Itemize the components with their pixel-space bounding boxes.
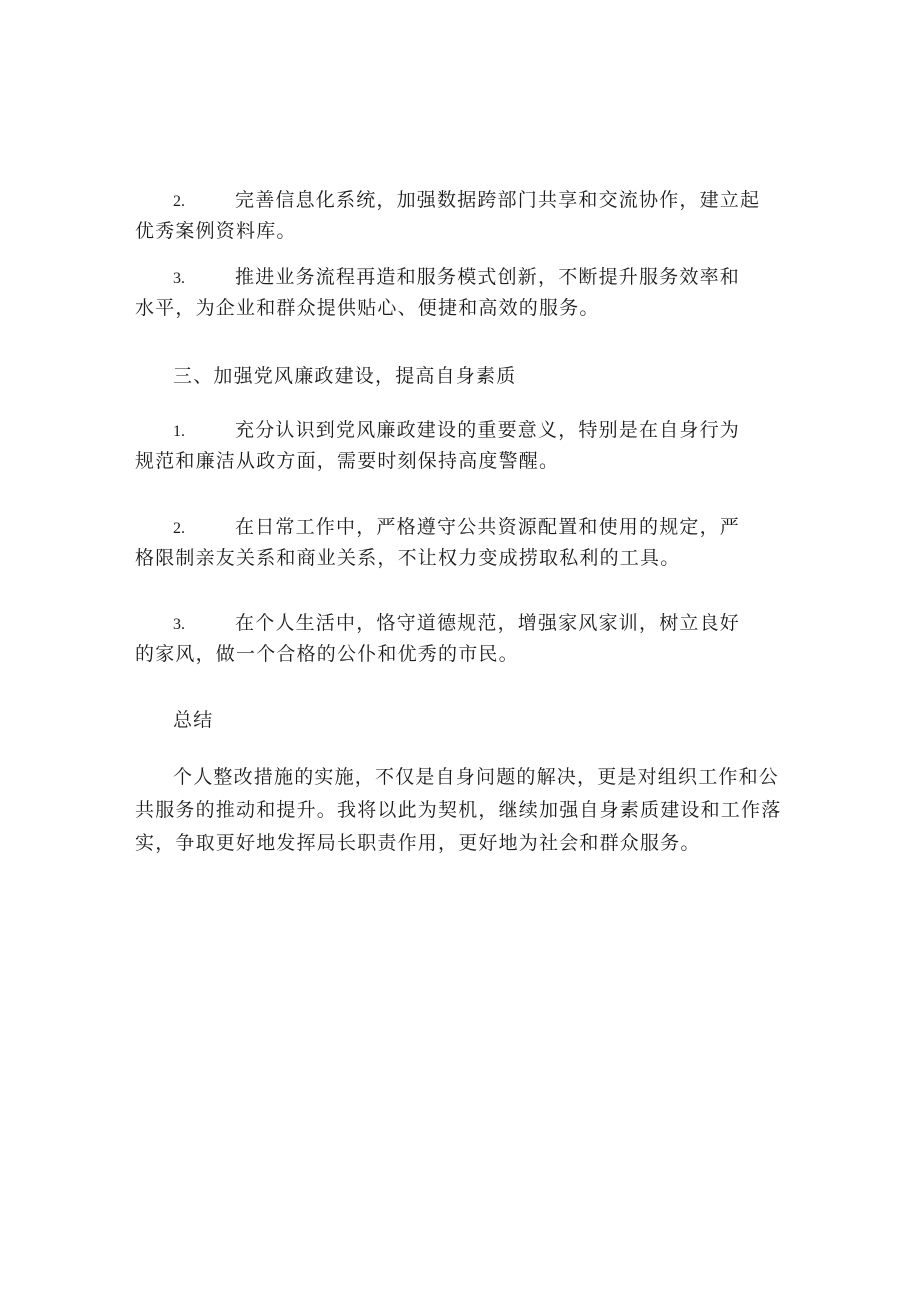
list-item bbox=[135, 415, 775, 477]
list-item bbox=[135, 185, 775, 247]
summary-text-line: 实，争取更好地发挥局长职责作用，更好地为社会和群众服务。 bbox=[135, 832, 701, 854]
item-text-line: 推进业务流程再造和服务模式创新，不断提升服务效率和 bbox=[235, 266, 741, 288]
list-item bbox=[135, 608, 775, 670]
summary-heading-text: 总结 bbox=[173, 709, 214, 731]
list-item bbox=[135, 262, 775, 324]
summary-body bbox=[135, 762, 782, 859]
item-text-line: 格限制亲友关系和商业关系，不让权力变成捞取私利的工具。 bbox=[135, 547, 681, 569]
item-number: 3. bbox=[173, 270, 185, 287]
item-number: 2. bbox=[173, 193, 185, 210]
section-heading bbox=[135, 361, 775, 392]
item-text-line: 优秀案例资料库。 bbox=[135, 220, 297, 242]
item-text-line: 的家风，做一个合格的公仆和优秀的市民。 bbox=[135, 643, 519, 665]
item-number: 3. bbox=[173, 616, 185, 633]
item-text-line: 完善信息化系统，加强数据跨部门共享和交流协作，建立起 bbox=[235, 189, 761, 211]
section-heading-text: 三、加强党风廉政建设，提高自身素质 bbox=[173, 365, 517, 387]
item-text-line: 在日常工作中，严格遵守公共资源配置和使用的规定，严 bbox=[235, 516, 741, 538]
item-text-line: 在个人生活中，恪守道德规范，增强家风家训，树立良好 bbox=[235, 612, 741, 634]
item-number: 1. bbox=[173, 423, 185, 440]
list-item bbox=[135, 512, 775, 574]
item-number: 2. bbox=[173, 520, 185, 537]
summary-text-line: 共服务的推动和提升。我将以此为契机，继续加强自身素质建设和工作落 bbox=[135, 799, 782, 821]
summary-text-line: 个人整改措施的实施，不仅是自身问题的解决，更是对组织工作和公 bbox=[173, 766, 780, 788]
item-text-line: 规范和廉洁从政方面，需要时刻保持高度警醒。 bbox=[135, 450, 560, 472]
summary-heading bbox=[135, 705, 775, 736]
item-text-line: 水平，为企业和群众提供贴心、便捷和高效的服务。 bbox=[135, 297, 600, 319]
item-text-line: 充分认识到党风廉政建设的重要意义，特别是在自身行为 bbox=[235, 419, 741, 441]
